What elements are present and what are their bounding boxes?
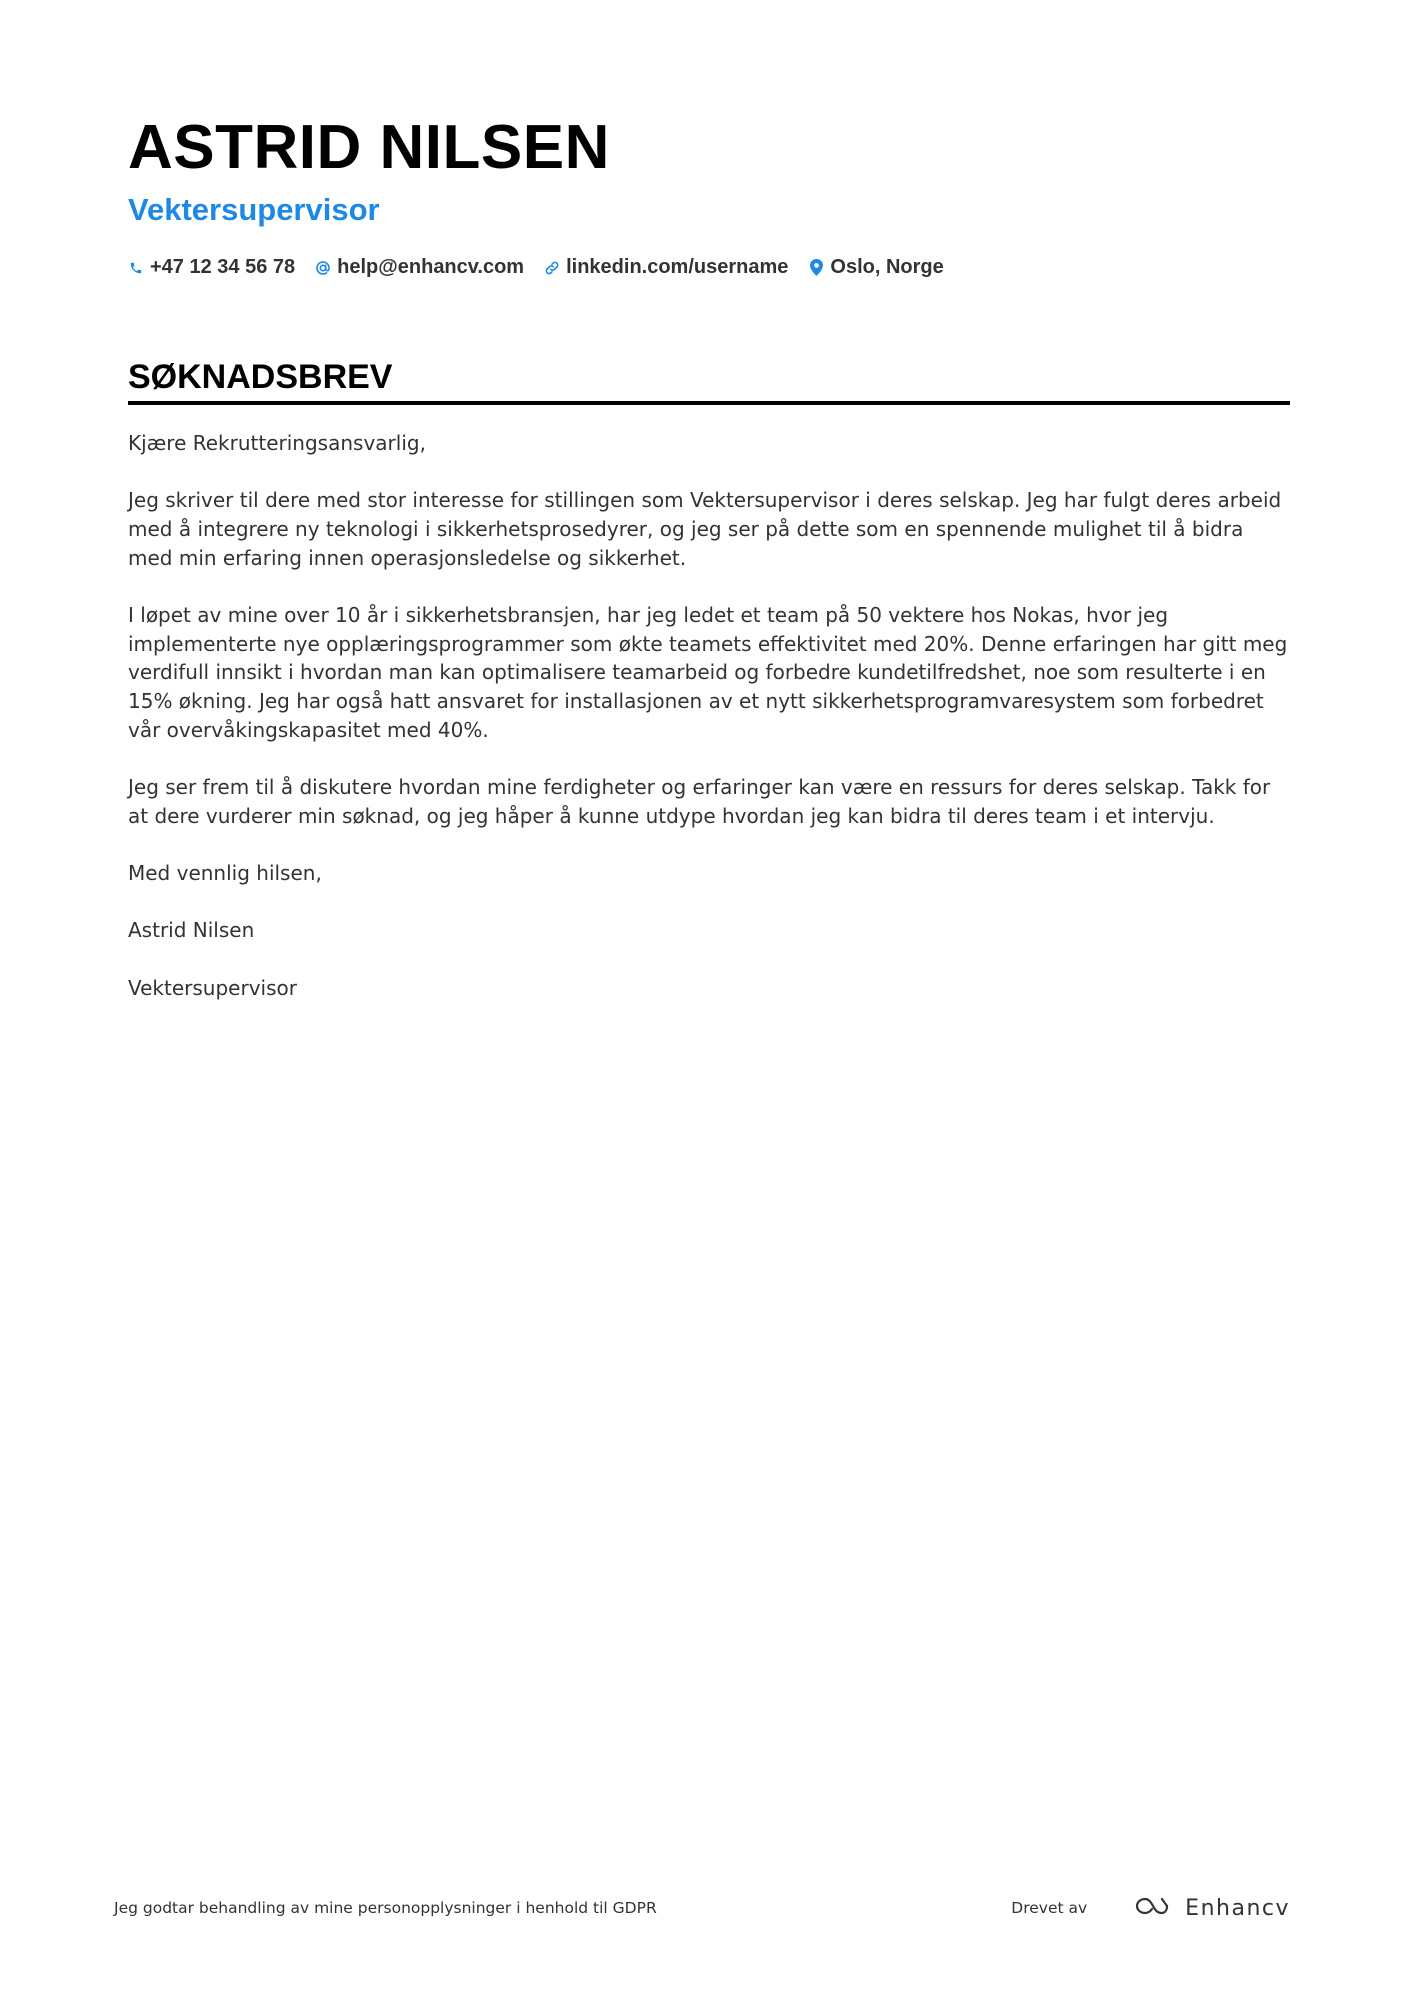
contact-bar <box>128 256 1290 279</box>
enhancv-logo-icon <box>1131 1894 1177 1922</box>
link-icon <box>544 258 560 278</box>
email-text[interactable]: help@enhancv.com <box>337 256 525 278</box>
contact-email[interactable] <box>315 256 524 279</box>
signature-name: Astrid Nilsen <box>128 918 255 943</box>
letter-paragraph: Jeg ser frem til å diskutere hvordan mine ferdigheter og erfaringer kan være en ressurs for deres selskap. Takk for at dere vurderer min søknad, og jeg håper å kunne utdype hvordan jeg kan bidra til deres team i et intervju. <box>128 775 1271 828</box>
contact-phone <box>128 256 295 279</box>
enhancv-wordmark: Enhancv <box>1185 1895 1290 1921</box>
letter-paragraph: I løpet av mine over 10 år i sikkerhetsbransjen, har jeg ledet et team på 50 vektere hos Nokas, hvor jeg implementerte nye opplæringsprogrammer som økte teamets effektivitet med 20%. Denne erfaringen har gitt meg verdifull innsikt i hvordan man kan optimalisere teamarbeid og forbedre kundetilfredshet, noe som resulterte i en 15% økning. Jeg har også hatt ansvaret for installasjonen av et nytt sikkerhetsprogramvaresystem som forbedret vår overvåkingskapasitet med 40%. <box>128 603 1288 742</box>
page-footer <box>114 1888 1290 1928</box>
location-text: Oslo, Norge <box>830 256 944 278</box>
cover-letter-page <box>128 112 1290 1031</box>
candidate-title: Vektersupervisor <box>128 192 380 227</box>
signature-title: Vektersupervisor <box>128 975 297 1000</box>
enhancv-brand[interactable] <box>1131 1894 1290 1922</box>
powered-by-label: Drevet av <box>1011 1899 1088 1917</box>
phone-text: +47 12 34 56 78 <box>150 256 296 278</box>
contact-location <box>808 256 943 279</box>
letter-body <box>128 429 1290 1002</box>
letter-paragraph: Jeg skriver til dere med stor interesse for stillingen som Vektersupervisor i deres selskap. Jeg har fulgt deres arbeid med å integrere ny teknologi i sikkerhetsprosedyrer, og jeg ser på dette som en spennende mulighet til å bidra med min erfaring innen operasjonsledelse og sikkerhet. <box>128 488 1282 570</box>
phone-icon <box>128 258 144 278</box>
powered-by <box>1011 1894 1290 1922</box>
linkedin-text[interactable]: linkedin.com/username <box>566 256 789 278</box>
letter-greeting: Kjære Rekrutteringsansvarlig, <box>128 431 426 455</box>
contact-linkedin[interactable] <box>544 256 788 279</box>
candidate-name: ASTRID NILSEN <box>128 113 610 182</box>
location-pin-icon <box>808 258 824 278</box>
gdpr-consent-text: Jeg godtar behandling av mine personopplysninger i henhold til GDPR <box>114 1899 657 1917</box>
section-title: SØKNADSBREV <box>128 357 1290 405</box>
letter-closing: Med vennlig hilsen, <box>128 861 322 886</box>
at-icon <box>315 258 331 278</box>
